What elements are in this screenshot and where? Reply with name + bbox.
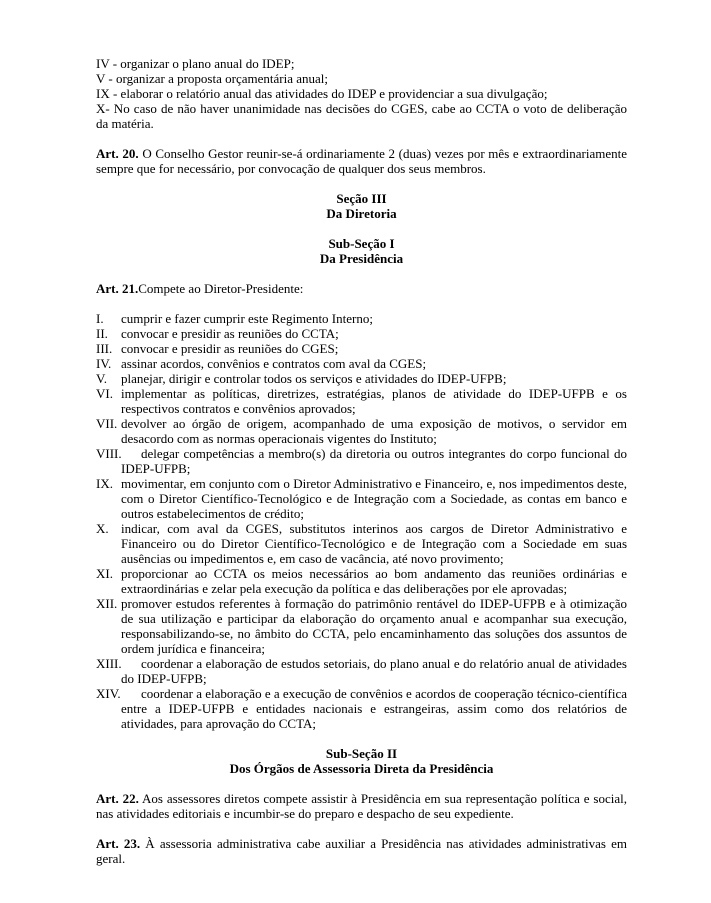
list-item-number: XII. — [96, 596, 118, 611]
list-item-text: coordenar a elaboração de estudos setoriais, do plano anual e do relatório anual de atividades do IDEP-UFPB; — [121, 656, 627, 686]
article-21-list — [96, 311, 627, 731]
list-item-text: proporcionar ao CCTA os meios necessários ao bom andamento das reuniões ordinárias e extraordinárias e zelar pela execução da política e das deliberações por ele aprovadas; — [121, 566, 627, 596]
list-item — [96, 326, 627, 341]
list-item-number: V. — [96, 371, 107, 386]
intro-item: X- No caso de não haver unanimidade nas decisões do CGES, cabe ao CCTA o voto de deliberação da matéria. — [96, 101, 627, 131]
article-22 — [96, 791, 627, 821]
list-item-number: VIII. — [96, 446, 122, 461]
article-23-text: À assessoria administrativa cabe auxiliar a Presidência nas atividades administrativas em geral. — [96, 836, 628, 866]
subsection-1-subtitle: Da Presidência — [319, 251, 404, 266]
list-item — [96, 356, 627, 371]
list-item — [96, 371, 627, 386]
intro-item: V - organizar a proposta orçamentária anual; — [96, 71, 328, 86]
section-3-heading — [96, 191, 627, 221]
intro-item: IX - elaborar o relatório anual das atividades do IDEP e providenciar a sua divulgação; — [96, 86, 548, 101]
list-item — [96, 521, 627, 566]
list-item-text: movimentar, em conjunto com o Diretor Administrativo e Financeiro, e, nos impedimentos deste, com o Diretor Científico-Tecnológico e de Integração com a Sociedade, as contas em banco e outros estabelecimentos de crédito; — [121, 476, 627, 521]
list-item-text: delegar competências a membro(s) da diretoria ou outros integrantes do corpo funcional do IDEP-UFPB; — [121, 446, 627, 476]
list-item — [96, 311, 627, 326]
section-3-title: Seção III — [336, 191, 387, 206]
intro-item: IV - organizar o plano anual do IDEP; — [96, 56, 295, 71]
subsection-1-heading — [96, 236, 627, 266]
list-item-text: devolver ao órgão de origem, acompanhado de uma exposição de motivos, o servidor em desacordo com as normas operacionais vigentes do Instituto; — [121, 416, 627, 446]
section-3-subtitle: Da Diretoria — [326, 206, 397, 221]
list-item — [96, 446, 627, 476]
article-21-text: Compete ao Diretor-Presidente: — [138, 281, 304, 296]
article-20 — [96, 146, 627, 176]
list-item-text: convocar e presidir as reuniões do CGES; — [121, 341, 339, 356]
list-item — [96, 566, 627, 596]
subsection-1-title: Sub-Seção I — [328, 236, 395, 251]
list-item — [96, 596, 627, 656]
list-item — [96, 386, 627, 416]
article-20-label: Art. 20. — [96, 146, 139, 161]
article-22-text: Aos assessores diretos compete assistir à Presidência em sua representação política e social, nas atividades editoriais e incumbir-se do preparo e despacho de seu expediente. — [96, 791, 627, 821]
list-item — [96, 686, 627, 731]
article-23-label: Art. 23. — [96, 836, 141, 851]
article-21 — [96, 281, 627, 296]
subsection-2-title: Sub-Seção II — [325, 746, 398, 761]
list-item-number: III. — [96, 341, 113, 356]
list-item-number: I. — [96, 311, 104, 326]
list-item-number: II. — [96, 326, 108, 341]
article-20-text: O Conselho Gestor reunir-se-á ordinariamente 2 (duas) vezes por mês e extraordinariamente sempre que for necessário, por convocação de qualquer dos seus membros. — [96, 146, 628, 176]
list-item-text: coordenar a elaboração e a execução de convênios e acordos de cooperação técnico-científica entre a IDEP-UFPB e entidades nacionais e estrangeiras, assim como dos relatórios de atividades, para aprovação do CCTA; — [121, 686, 627, 731]
list-item — [96, 476, 627, 521]
list-item — [96, 416, 627, 446]
list-item-number: IX. — [96, 476, 113, 491]
list-item — [96, 656, 627, 686]
intro-list — [96, 56, 627, 131]
list-item-number: XIII. — [96, 656, 122, 671]
list-item-text: indicar, com aval da CGES, substitutos interinos aos cargos de Diretor Administrativo e Financeiro ou do Diretor Científico-Tecnológico e de Integração com a Sociedade em suas ausências ou impedimentos e, em caso de vacância, até novo provimento; — [121, 521, 627, 566]
article-23 — [96, 836, 627, 866]
list-item-text: promover estudos referentes à formação do patrimônio rentável do IDEP-UFPB e à otimização de sua utilização e participar da elaboração do orçamento anual e acompanhar sua execução, responsabilizando-se, no âmbito do CCTA, pelo encaminhamento das soluções dos assuntos de ordem jurídica e financeira; — [121, 596, 627, 656]
list-item-text: planejar, dirigir e controlar todos os serviços e atividades do IDEP-UFPB; — [121, 371, 507, 386]
list-item-number: VI. — [96, 386, 113, 401]
list-item-number: X. — [96, 521, 109, 536]
list-item-text: convocar e presidir as reuniões do CCTA; — [121, 326, 339, 341]
list-item-text: cumprir e fazer cumprir este Regimento Interno; — [121, 311, 373, 326]
subsection-2-heading — [96, 746, 627, 776]
list-item-number: IV. — [96, 356, 112, 371]
list-item-text: implementar as políticas, diretrizes, estratégias, planos de atividade do IDEP-UFPB e os respectivos contratos e convênios aprovados; — [121, 386, 627, 416]
list-item-number: XI. — [96, 566, 113, 581]
list-item — [96, 341, 627, 356]
list-item-number: VII. — [96, 416, 118, 431]
article-22-label: Art. 22. — [96, 791, 139, 806]
list-item-text: assinar acordos, convênios e contratos com aval da CGES; — [121, 356, 427, 371]
article-21-label: Art. 21. — [96, 281, 139, 296]
subsection-2-subtitle: Dos Órgãos de Assessoria Direta da Presidência — [229, 761, 494, 776]
list-item-number: XIV. — [96, 686, 121, 701]
